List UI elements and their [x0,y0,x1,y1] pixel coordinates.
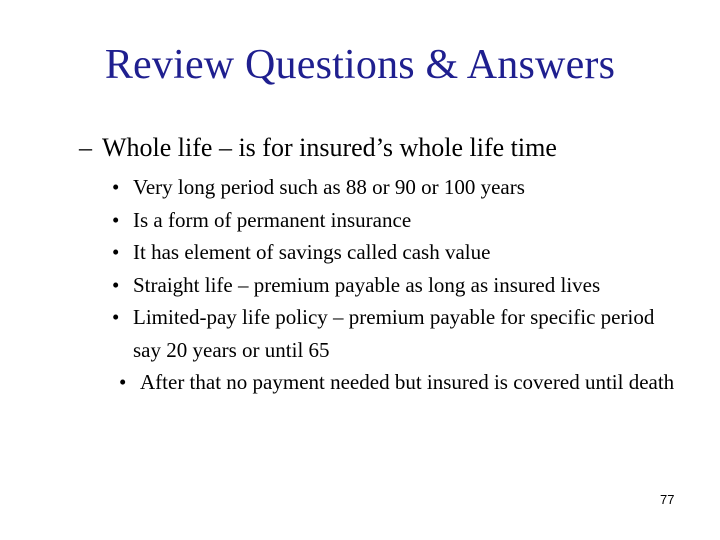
bullet-icon: • [112,175,120,199]
bullet-item [112,171,682,204]
bullet-text: After that no payment needed but insured is covered until death [140,370,675,394]
bullet-list [112,171,682,399]
slide-title: Review Questions & Answers [104,42,616,88]
bullet-item [112,236,682,269]
bullet-text: It has element of savings called cash value [133,240,491,264]
main-point-text: Whole life – is for insured’s whole life time [102,133,557,162]
page-number: 77 [660,492,675,507]
bullet-text: Limited-pay life policy – premium payable for specific period say 20 years or until 65 [133,305,655,362]
bullet-item [112,301,682,366]
bullet-item [112,269,682,302]
bullet-text: Straight life – premium payable as long as insured lives [133,272,601,297]
bullet-text: Is a form of permanent insurance [133,207,412,232]
bullet-icon: • [112,272,120,297]
bullet-icon: • [112,305,120,329]
bullet-icon: • [112,207,120,232]
bullet-item [112,204,682,237]
bullet-text: Very long period such as 88 or 90 or 100 years [133,175,525,199]
dash-marker: – [79,133,92,162]
bullet-item [119,366,682,399]
bullet-icon: • [112,240,120,264]
bullet-icon: • [119,370,127,394]
main-point [79,132,557,164]
